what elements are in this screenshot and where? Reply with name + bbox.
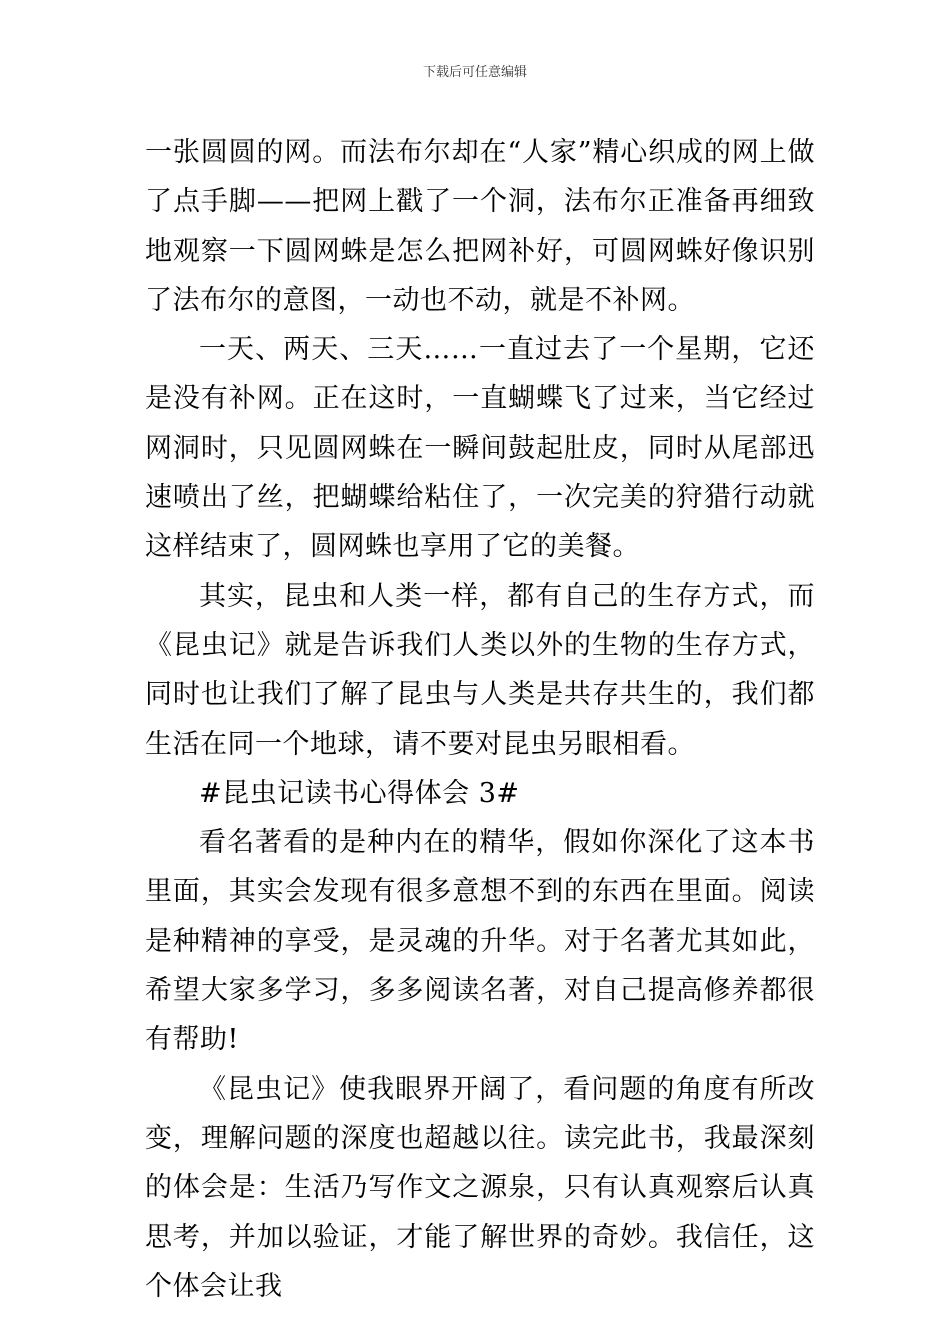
paragraph: 看名著看的是种内在的精华，假如你深化了这本书里面，其实会发现有很多意想不到的东西在里面。阅读是种精神的享受，是灵魂的升华。对于名著尤其如此，希望大家多学习，多多阅读名著，对自己提高修养都很有帮助!	[145, 827, 815, 1056]
paragraph: 一张圆圆的网。而法布尔却在“人家”精心织成的网上做了点手脚——把网上戳了一个洞，法布尔正准备再细致地观察一下圆网蛛是怎么把网补好，可圆网蛛好像识别了法布尔的意图，一动也不动，就是不补网。	[145, 137, 815, 316]
document-body	[145, 128, 815, 1311]
page-header: 下载后可任意编辑	[422, 65, 527, 80]
paragraph: 一天、两天、三天……一直过去了一个星期，它还是没有补网。正在这时，一直蝴蝶飞了过来，当它经过网洞时，只见圆网蛛在一瞬间鼓起肚皮，同时从尾部迅速喷出了丝，把蝴蝶给粘住了，一次完美的狩猎行动就这样结束了，圆网蛛也享用了它的美餐。	[145, 334, 815, 563]
paragraph: 其实，昆虫和人类一样，都有自己的生存方式，而《昆虫记》就是告诉我们人类以外的生物的生存方式，同时也让我们了解了昆虫与人类是共存共生的，我们都生活在同一个地球，请不要对昆虫另眼相看。	[145, 580, 815, 760]
paragraph: 《昆虫记》使我眼界开阔了，看问题的角度有所改变，理解问题的深度也超越以往。读完此书，我最深刻的体会是：生活乃写作文之源泉，只有认真观察后认真思考，并加以验证，才能了解世界的奇妙。我信任，这个体会让我	[145, 1073, 815, 1302]
section-heading: #昆虫记读书心得体会 3#	[199, 777, 520, 809]
